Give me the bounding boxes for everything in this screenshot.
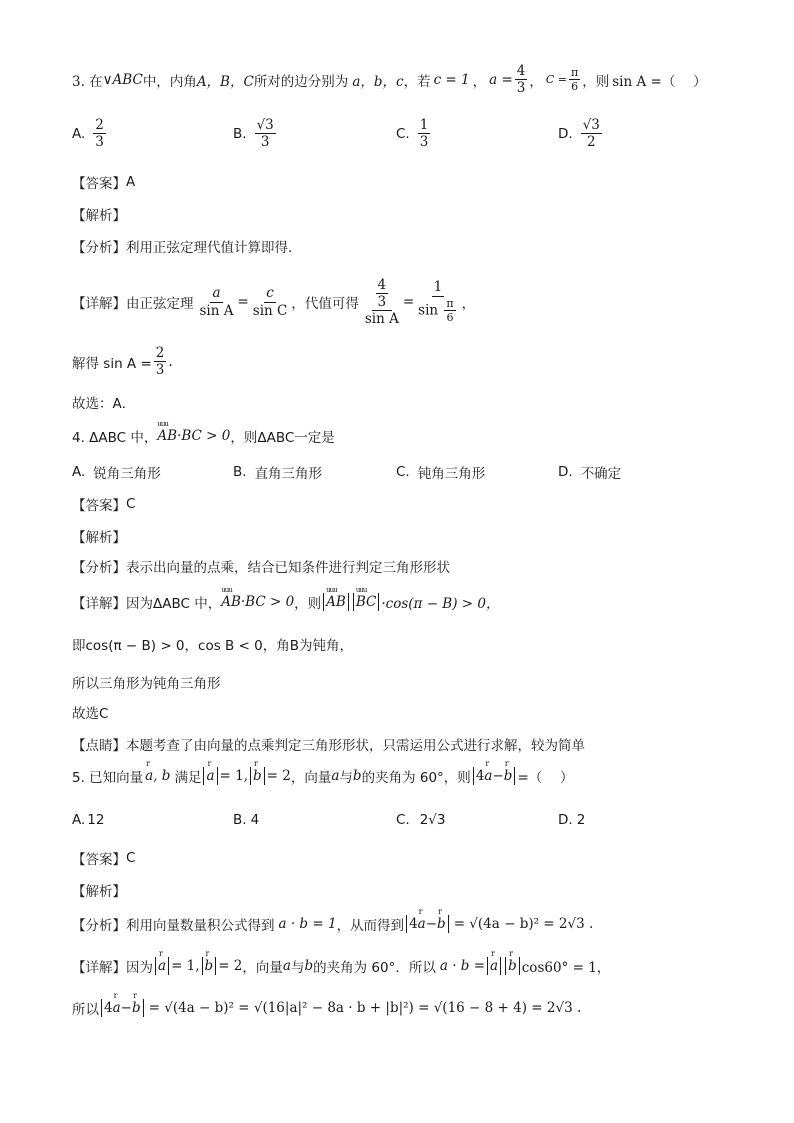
q4-xj1d: ·cos(π − B) > 0， bbox=[381, 596, 500, 612]
q5-fenxi-tag: 【分析】 bbox=[72, 918, 126, 934]
q4-option-d bbox=[558, 462, 621, 482]
q5-xj2: 所以 4 r a − r b = √(4a − b)² = √(16|a|² − 8a · b + |b|²) = √(16 − 8 + 4) = 2√3 . bbox=[72, 998, 581, 1018]
q5-stem-e: 的夹角为 60°，则 bbox=[361, 770, 471, 786]
q4-option-b bbox=[233, 462, 322, 482]
q4-choose bbox=[72, 702, 108, 722]
q4-fenxi-text: 表示出向量的点乘，结合已知条件进行判定三角形形状 bbox=[126, 560, 450, 576]
q3-option-c-frac bbox=[418, 118, 431, 149]
q5-stem-d: 与 bbox=[339, 770, 353, 786]
q3-xiangjie-tag: 【详解】 bbox=[72, 296, 126, 312]
q4-xiangjie: 【详解】 因为ΔABC 中， uuu AB·BC > 0 ，则 uuu AB uuu BC ·cos(π − B) > 0， bbox=[72, 592, 499, 612]
q5-answer bbox=[72, 848, 135, 868]
q3-option-b-frac bbox=[255, 118, 276, 149]
q5-cond2: = 2 bbox=[266, 768, 291, 784]
q3-fenxi-text: 利用正弦定理代值计算即得. bbox=[126, 240, 293, 256]
q5-fenxi: 【分析】 利用向量数量积公式得到 a · b = 1 ，从而得到 4 r a − r b = √(4a − b)² = 2√3 . bbox=[72, 914, 593, 934]
q3-stem-then: ，则 bbox=[582, 73, 610, 90]
q5-analysis-tag bbox=[72, 880, 126, 900]
abs-bar bbox=[250, 767, 251, 785]
q4-stem-vector: uuu AB·BC > 0 bbox=[157, 428, 230, 444]
q4-xj1a: 因为ΔABC 中， bbox=[126, 596, 222, 612]
q3-option-a-frac bbox=[93, 118, 106, 149]
q3-sides: a，b，c bbox=[352, 73, 404, 90]
q3-law-frac1 bbox=[198, 286, 236, 317]
q3-answer-tag: 【答案】 bbox=[72, 176, 126, 192]
q5-option-b-label: B. bbox=[233, 812, 247, 828]
q5-fenxi-b: a · b = 1 bbox=[278, 916, 337, 932]
q3-sub-den2 bbox=[416, 297, 459, 324]
q3-a-eq: a = bbox=[489, 71, 513, 88]
q3-option-b-den: 3 bbox=[260, 134, 270, 151]
q4-xj3-text: 所以三角形为钝角三角形 bbox=[72, 676, 221, 692]
q4-analysis-tag bbox=[72, 526, 126, 546]
q5-option-a-text: 12 bbox=[87, 812, 105, 828]
q3-sub-frac1 bbox=[363, 278, 401, 327]
q5-vecs: r a, b bbox=[145, 768, 170, 784]
q3-solve-text: 解得 sin A = bbox=[72, 355, 152, 372]
abs-bar bbox=[217, 767, 218, 785]
q5-xj1f: 的夹角为 60°．所以 bbox=[313, 960, 436, 976]
q3-option-d-frac bbox=[581, 118, 602, 149]
q3-solve-den: 3 bbox=[155, 362, 165, 379]
q5-xiangjie: 【详解】 因为 r a = 1, r b = 2 ，向量 a 与 b 的夹角为 60°．所以 a · b = r a r b cos60° = 1， bbox=[72, 956, 610, 976]
q3-sub-den2-sin: sin bbox=[418, 302, 439, 319]
q5-stem-a: 5. 已知向量 bbox=[72, 770, 144, 786]
q3-option-a bbox=[72, 118, 108, 149]
abs-bar bbox=[215, 957, 216, 975]
q5-xj1h: cos60° = 1， bbox=[521, 960, 611, 976]
q4-option-b-text: 直角三角形 bbox=[254, 466, 323, 482]
q3-sub-num2: 1 bbox=[433, 279, 443, 296]
q5-option-b-text: 4 bbox=[250, 812, 260, 828]
q3-C-num: π bbox=[571, 65, 579, 79]
q4-stem bbox=[72, 426, 335, 446]
q4-answer bbox=[72, 494, 135, 514]
q3-a-num: 4 bbox=[516, 63, 526, 79]
q5-option-c-text: 2√3 bbox=[419, 812, 446, 828]
q4-xj3 bbox=[72, 672, 221, 692]
q3-sub-den1: sin A bbox=[364, 311, 399, 328]
q4-option-b-label: B. bbox=[233, 464, 247, 480]
q3-stem-prefix: 3. 在 bbox=[72, 73, 103, 90]
q4-option-a bbox=[72, 462, 161, 482]
q3-option-d-num: √3 bbox=[582, 117, 600, 133]
q3-option-c-den: 3 bbox=[419, 134, 429, 151]
q5-option-d-text: 2 bbox=[576, 812, 586, 828]
q4-dianjing bbox=[72, 734, 585, 754]
q3-sub-frac2 bbox=[416, 280, 459, 323]
q3-fenxi bbox=[72, 236, 292, 256]
q3-C-den: 6 bbox=[571, 80, 579, 94]
q3-sub-inner-den: 3 bbox=[377, 293, 387, 310]
q4-xiangjie-tag: 【详解】 bbox=[72, 596, 126, 612]
q3-option-a-label: A. bbox=[72, 125, 86, 142]
abs-bar bbox=[487, 957, 488, 975]
q3-answer-value: A bbox=[126, 174, 136, 190]
q3-option-d-den: 2 bbox=[586, 134, 596, 151]
q4-answer-tag: 【答案】 bbox=[72, 498, 126, 514]
q3-answer bbox=[72, 172, 135, 192]
abs-bar bbox=[143, 999, 144, 1017]
q4-option-d-text: 不确定 bbox=[580, 466, 622, 482]
q3-option-b bbox=[233, 118, 278, 149]
abs-bar bbox=[323, 593, 324, 611]
q3-solve-frac bbox=[154, 346, 167, 377]
q5-cond: = 1, bbox=[219, 768, 248, 784]
q5-option-d-label: D. bbox=[558, 812, 573, 828]
q3-option-c bbox=[396, 118, 432, 149]
q3-stem-if: ，若 bbox=[403, 73, 431, 90]
q4-xj1b: uuu AB·BC > 0 bbox=[221, 594, 294, 610]
abs-bar bbox=[500, 957, 501, 975]
q3-sub-inner-num: 4 bbox=[377, 276, 387, 293]
q3-option-d-label: D. bbox=[558, 125, 573, 142]
q3-option-a-den: 3 bbox=[95, 134, 104, 151]
q3-option-b-label: B. bbox=[233, 125, 247, 142]
q4-option-c bbox=[396, 462, 485, 482]
q4-option-c-text: 钝角三角形 bbox=[417, 466, 486, 482]
q3-option-a-num: 2 bbox=[95, 117, 104, 133]
q5-fenxi-a: 利用向量数量积公式得到 bbox=[126, 918, 275, 934]
q4-option-a-label: A. bbox=[72, 464, 86, 480]
q4-fenxi-tag: 【分析】 bbox=[72, 560, 126, 576]
q5-option-a bbox=[72, 812, 104, 828]
q4-option-c-label: C. bbox=[396, 464, 410, 480]
q3-a-fraction bbox=[515, 64, 528, 95]
abs-bar bbox=[101, 999, 102, 1017]
abs-bar bbox=[378, 593, 379, 611]
abs-bar bbox=[406, 915, 407, 933]
abs-bar bbox=[264, 767, 265, 785]
q3-solve-num: 2 bbox=[155, 345, 165, 361]
q3-sub-inner-frac bbox=[376, 278, 389, 309]
q4-option-d-label: D. bbox=[558, 464, 573, 480]
q4-xj2-text: 即cos(π − B) > 0，cos B < 0，角B为钝角， bbox=[72, 638, 354, 654]
q3-law-num1: a bbox=[212, 285, 221, 302]
abs-bar bbox=[514, 767, 515, 785]
q5-answer-tag: 【答案】 bbox=[72, 852, 126, 868]
q3-xiangjie-pre: 由正弦定理 bbox=[126, 296, 194, 312]
q5-stem-b: 满足 bbox=[174, 770, 202, 786]
q5-option-d bbox=[558, 812, 585, 828]
q5-option-c bbox=[396, 812, 446, 828]
q3-C-eq: C = bbox=[545, 73, 568, 87]
q3-C-fraction bbox=[569, 67, 580, 93]
q5-xj1d: ，向量 bbox=[242, 960, 283, 976]
q3-sub-num1 bbox=[372, 278, 393, 311]
q3-analysis-tag bbox=[72, 204, 126, 224]
q5-option-a-label: A. bbox=[72, 812, 86, 828]
abs-bar bbox=[168, 957, 169, 975]
q5-fenxi-d: = √(4a − b)² = 2√3 . bbox=[453, 916, 594, 932]
q5-stem-c: ，向量 bbox=[290, 770, 332, 786]
abs-bar bbox=[348, 593, 349, 611]
q3-option-b-num: √3 bbox=[256, 117, 274, 133]
q3-c-value: c = 1 bbox=[433, 71, 470, 88]
q4-stem-b: ，则ΔABC一定是 bbox=[230, 430, 335, 446]
q5-xj1e: 与 bbox=[290, 960, 305, 976]
q3-choose-text: 故选：A． bbox=[72, 396, 136, 412]
q3-law-num2: c bbox=[266, 285, 274, 302]
q5-xj1a: 因为 bbox=[126, 960, 153, 976]
abs-bar bbox=[473, 767, 474, 785]
abs-bar bbox=[202, 957, 203, 975]
q4-answer-value: C bbox=[126, 496, 136, 512]
abs-bar bbox=[353, 593, 354, 611]
q3-analysis-label: 【解析】 bbox=[72, 208, 126, 224]
q4-dianjing-text: 本题考查了由向量的点乘判定三角形形状，只需运用公式进行求解，较为简单 bbox=[126, 738, 585, 754]
q3-sub-den2-den: 6 bbox=[446, 311, 454, 325]
q3-sub-den2-frac bbox=[444, 298, 455, 324]
q3-a-den: 3 bbox=[516, 80, 526, 97]
q5-xj1c: = 2 bbox=[218, 958, 243, 974]
q4-option-a-text: 锐角三角形 bbox=[93, 466, 161, 482]
q5-stem: 5. 已知向量 r a, b 满足 r a = 1, r b = 2 ，向量 a 与 b 的夹角为 60°，则 4 r a − r b =（ ） bbox=[72, 766, 574, 786]
q5-option-b bbox=[233, 812, 259, 828]
abs-bar bbox=[505, 957, 506, 975]
q5-stem-f: =（ ） bbox=[517, 770, 574, 786]
q3-law-frac2 bbox=[251, 286, 290, 317]
q3-law-den1: sin A bbox=[199, 302, 234, 319]
q4-fenxi bbox=[72, 556, 450, 576]
q5-option-c-label: C. bbox=[396, 812, 410, 828]
q5-answer-value: C bbox=[126, 850, 136, 866]
q3-fenxi-tag: 【分析】 bbox=[72, 240, 126, 256]
q5-xj1g: a · b = bbox=[439, 958, 486, 974]
q5-xj2a: 所以 bbox=[72, 1002, 99, 1018]
q3-sub-text: ，代值可得 bbox=[291, 296, 359, 312]
abs-bar bbox=[519, 957, 520, 975]
q4-dianjing-tag: 【点睛】 bbox=[72, 738, 126, 754]
q5-analysis-label: 【解析】 bbox=[72, 884, 126, 900]
q4-stem-a: 4. ΔABC 中， bbox=[72, 430, 158, 446]
q3-option-d bbox=[558, 118, 604, 149]
q3-stem-mid2: 所对的边分别为 bbox=[253, 73, 349, 90]
q4-xj1c: ，则 bbox=[294, 596, 322, 612]
q3-sub-den2-num: π bbox=[446, 296, 454, 310]
q3-option-c-num: 1 bbox=[419, 117, 429, 133]
q3-stem-mid: 中，内角 bbox=[142, 73, 197, 90]
q5-xj1b: = 1, bbox=[171, 958, 200, 974]
q3-angles: A，B，C bbox=[196, 73, 254, 90]
q5-fenxi-c: ，从而得到 bbox=[336, 918, 405, 934]
q4-choose-text: 故选C bbox=[72, 706, 109, 722]
abs-bar bbox=[448, 915, 449, 933]
q5-xiangjie-tag: 【详解】 bbox=[72, 960, 126, 976]
abs-bar bbox=[155, 957, 156, 975]
q3-triangle: ∨ABC bbox=[102, 71, 143, 88]
q3-choose bbox=[72, 392, 135, 412]
q3-option-c-label: C. bbox=[396, 125, 410, 142]
q4-xj2 bbox=[72, 634, 353, 654]
q3-stem: 3. 在 ∨ABC 中，内角 A，B，C 所对的边分别为 a，b，c ，若 c = 1 ， a = $\frac{4}{3}$ ， C = $\frac{\pi}{6}$ ，则 sin A =（ ） bbox=[72, 63, 707, 97]
q4-analysis-label: 【解析】 bbox=[72, 530, 126, 546]
q3-xiangjie: 【详解】 由正弦定理 $\frac{a}{\text{sin A}}$ = $\frac{c}{\text{sin C}}$ ，代值可得 $\frac{\frac{4}{3}}{\text{sin A}}$ = 1 sin $\frac{\pi}{6}$ ， bbox=[72, 276, 476, 328]
q3-solve: 解得 sin A = $\frac{2}{3}$ . bbox=[72, 345, 173, 379]
abs-bar bbox=[203, 767, 204, 785]
q3-law-den2: sin C bbox=[252, 302, 288, 319]
q3-ask: sin A =（ ） bbox=[612, 73, 707, 90]
q5-xj2b: = √(4a − b)² = √(16|a|² − 8a · b + |b|²) = √(16 − 8 + 4) = 2√3 . bbox=[148, 1000, 582, 1016]
